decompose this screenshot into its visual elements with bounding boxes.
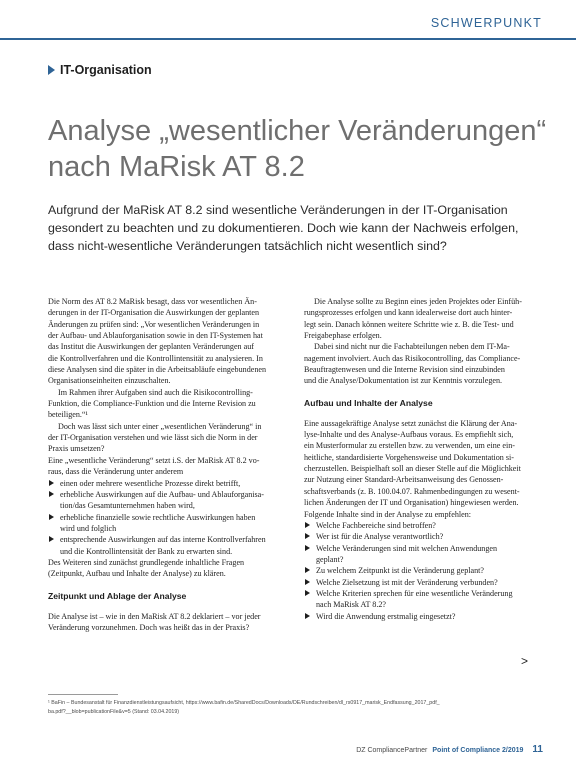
paragraph [48, 296, 280, 387]
triangle-bullet-icon [305, 579, 310, 585]
text-line: wird und folglich [60, 523, 117, 533]
kicker-text: IT-Organisation [60, 63, 152, 77]
triangle-bullet-icon [305, 533, 310, 539]
list-item [304, 588, 536, 611]
text-line: Die Analyse sollte zu Beginn eines jeden Projektes oder Einfüh- [314, 297, 522, 306]
text-line: Organisationseinheiten einzuschalten. [48, 376, 171, 386]
text-line: Eine „wesentliche Veränderung“ setzt i.S. der MaRisk AT 8.2 vo- [48, 455, 260, 465]
list-item [48, 489, 280, 512]
text-line: und die Analyse/Dokumentation ist zur Kenntnis vorzulegen. [304, 376, 503, 386]
list-item [304, 520, 536, 531]
text-line: und die Kontrollintensität der Bank zu erwarten sind. [60, 546, 233, 556]
headline-line: Analyse „wesentlicher Veränderungen“ [48, 115, 547, 147]
triangle-bullet-icon [305, 590, 310, 596]
text-line: schaftsverbands (z. B. 100.04.07. Rahmenbedingungen zu wesent- [304, 486, 520, 496]
text-line: Eine aussagekräftige Analyse setzt zunächst die Klärung der Ana- [304, 418, 518, 428]
left-column [48, 296, 280, 633]
paragraph [304, 341, 536, 386]
text-line: erhebliche Auswirkungen auf die Aufbau- und Ablauforganisa- [60, 489, 264, 499]
list-item [304, 531, 536, 542]
triangle-bullet-icon [305, 522, 310, 528]
lead-line: dass nicht-wesentliche Veränderungen tatsächlich nicht wesentlich sind? [48, 239, 447, 253]
triangle-bullet-icon [49, 480, 54, 486]
list-item [48, 512, 280, 535]
footer-issue: Point of Compliance 2/2019 [432, 747, 524, 754]
header-rule [0, 38, 576, 40]
list-item [304, 565, 536, 576]
bullet-list [304, 520, 536, 622]
text-line: der IT-Organisation verstehen und wie lässt sich die Norm in der [48, 433, 258, 443]
paragraph [48, 557, 280, 580]
text-line: heitliche, standardisierte Vorgehensweise und Dokumentation si- [304, 452, 514, 462]
text-line: Zu welchem Zeitpunkt ist die Veränderung geplant? [316, 566, 484, 576]
text-line: Welche Fachbereiche sind betroffen? [316, 520, 436, 530]
text-line: Folgende Inhalte sind in der Analyse zu empfehlen: [304, 509, 472, 519]
text-line: raus, dass die Veränderung unter anderem [48, 467, 184, 477]
section-heading: Zeitpunkt und Ablage der Analyse [48, 590, 187, 601]
page-number: 11 [532, 744, 543, 755]
lead-paragraph [48, 201, 548, 255]
text-line: legt sein. Danach können weitere Schritte wie z. B. die Test- und [304, 319, 514, 329]
triangle-bullet-icon [48, 65, 55, 75]
list-item [48, 478, 280, 489]
footnote-divider [48, 694, 118, 695]
footnote-line: ¹ BaFin – Bundesanstalt für Finanzdienstleistungsaufsicht, https://www.bafin.de/SharedDocs/Downloads/DE/Rundschreiben/dl_rs0917_marisk_Endfassung_2017_pdf_ [48, 700, 440, 706]
text-line: rungsprozesses erfolgen und kann idealerweise dort auch hinter- [304, 308, 513, 318]
text-line: das Institut die Auswirkungen der geplanten Veränderungen auf [48, 342, 254, 352]
paragraph [304, 296, 536, 341]
text-line: Welche Zielsetzung ist mit der Veränderung verbunden? [316, 577, 498, 587]
text-line: ein Musterformular zu erstellen bzw. zu verwenden, um eine ein- [304, 441, 515, 451]
text-line: der Aufbau- und Ablauforganisation sowie in den IT-Systemen hat [48, 331, 263, 341]
headline-line: nach MaRisk AT 8.2 [48, 151, 305, 183]
triangle-bullet-icon [49, 514, 54, 520]
text-line: geplant? [316, 554, 344, 564]
list-item [304, 543, 536, 566]
text-line: derungen in der IT-Organisation die Auswirkungen der geplanten [48, 308, 260, 318]
text-line: Doch was lässt sich unter einer „wesentlichen Veränderung“ in [58, 421, 262, 431]
paragraph [304, 418, 536, 520]
text-line: Freigabephase erfolgen. [304, 331, 382, 341]
headline [48, 113, 548, 185]
text-line: Änderungen zu prüfen sind: „Vor wesentlichen Veränderungen in [48, 319, 260, 329]
footnote [48, 699, 528, 717]
footer-brand: DZ CompliancePartner [356, 747, 428, 754]
triangle-bullet-icon [49, 491, 54, 497]
text-line: Die Analyse ist – wie in den MaRisk AT 8.2 deklariert – vor jeder [48, 611, 261, 621]
section-label: SCHWERPUNKT [430, 16, 542, 30]
paragraph [48, 611, 280, 634]
list-item [304, 611, 536, 622]
section-heading: Aufbau und Inhalte der Analyse [304, 397, 433, 408]
paragraph [48, 455, 280, 478]
list-item [304, 577, 536, 588]
text-line: erhebliche finanzielle sowie rechtliche Auswirkungen haben [60, 512, 256, 522]
text-line: Die Norm des AT 8.2 MaRisk besagt, dass vor wesentlichen Än- [48, 297, 257, 306]
text-line: die Kontrollverfahren und die Kontrollintensität zu analysieren. In [48, 353, 263, 363]
text-line: Praxis umsetzen? [48, 444, 105, 454]
list-item [48, 534, 280, 557]
lead-line: Aufgrund der MaRisk AT 8.2 sind wesentliche Veränderungen in der IT-Organisation [48, 203, 508, 217]
bullet-list [48, 478, 280, 557]
kicker [48, 63, 152, 77]
text-line: Dabei sind nicht nur die Fachabteilungen neben dem IT-Ma- [314, 342, 510, 352]
text-line: (Zeitpunkt, Aufbau und Inhalte der Analyse) zu klären. [48, 569, 226, 579]
paragraph [48, 387, 280, 421]
text-line: Im Rahmen ihrer Aufgaben sind auch die Risikocontrolling- [58, 387, 253, 397]
text-line: Beauftragtenwesen und die Interne Revision sind einzubinden [304, 365, 505, 375]
continue-arrow-icon: > [521, 654, 529, 668]
lead-line: gesondert zu beachten und zu dokumentieren. Doch wie kann der Nachweis erfolgen, [48, 221, 519, 235]
paragraph [48, 421, 280, 455]
triangle-bullet-icon [305, 567, 310, 573]
text-line: Veränderung vorzunehmen. Doch was heißt das in der Praxis? [48, 622, 250, 632]
text-line: Wer ist für die Analyse verantwortlich? [316, 532, 444, 542]
text-line: entsprechende Auswirkungen auf das interne Kontrollverfahren [60, 535, 266, 545]
text-line: einen oder mehrere wesentliche Prozesse direkt betrifft, [60, 478, 241, 488]
text-line: diese Analysen sind die später in die Arbeitsabläufe eingebundenen [48, 365, 267, 375]
text-line: tion/das Gesamtunternehmen haben wird, [60, 501, 195, 511]
text-line: Welche Veränderungen sind mit welchen Anwendungen [316, 543, 498, 553]
triangle-bullet-icon [49, 536, 54, 542]
text-line: Welche Kriterien sprechen für eine wesentliche Veränderung [316, 588, 513, 598]
text-line: lichen Änderungen der IT und Organisation) hingewiesen werden. [304, 498, 519, 508]
triangle-bullet-icon [305, 613, 310, 619]
text-line: Funktion, die Compliance-Funktion und die Interne Revision zu [48, 399, 256, 409]
text-line: cherzustellen. Beispielhaft soll an dieser Stelle auf die Möglichkeit [304, 464, 521, 474]
right-column [304, 296, 536, 622]
text-line: beteiligen.“¹ [48, 410, 88, 420]
text-line: zur Nutzung einer Standard-Arbeitsanweisung des Genossen- [304, 475, 504, 485]
footnote-line: ba.pdf?__blob=publicationFile&v=5 (Stand: 03.04.2019) [48, 709, 180, 715]
page-footer [356, 744, 543, 755]
text-line: nagement involviert. Auch das Risikocontrolling, das Compliance- [304, 353, 521, 363]
text-line: lyse-Inhalte und des Analyse-Aufbaus voraus. Es empfiehlt sich, [304, 430, 514, 440]
text-line: nach MaRisk AT 8.2? [316, 600, 386, 610]
triangle-bullet-icon [305, 545, 310, 551]
text-line: Wird die Anwendung erstmalig eingesetzt? [316, 611, 456, 621]
text-line: Des Weiteren sind zunächst grundlegende inhaltliche Fragen [48, 557, 245, 567]
